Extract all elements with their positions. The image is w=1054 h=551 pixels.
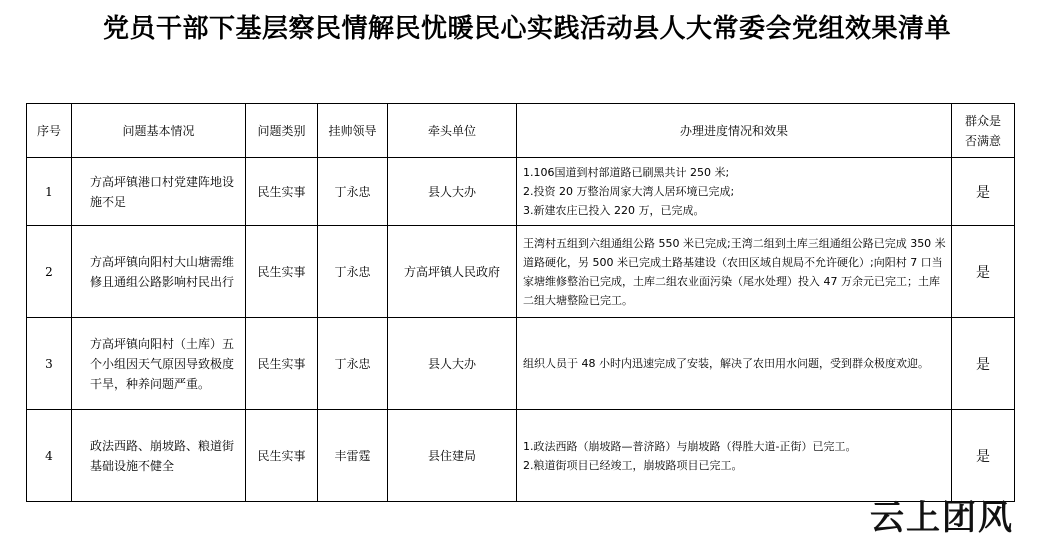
row-no: 2 <box>27 226 72 318</box>
header-no: 序号 <box>27 104 72 158</box>
row-leader: 丰雷霆 <box>318 410 388 502</box>
row-satisfied: 是 <box>952 410 1015 502</box>
row-progress <box>517 410 952 502</box>
progress-line: 组织人员于 48 小时内迅速完成了安装，解决了农田用水问题，受到群众极度欢迎。 <box>523 357 929 370</box>
row-satisfied: 是 <box>952 318 1015 410</box>
table-row <box>27 226 1015 318</box>
header-unit: 牵头单位 <box>388 104 517 158</box>
row-unit: 方高坪镇人民政府 <box>388 226 517 318</box>
progress-line: 2.粮道街项目已经竣工，崩坡路项目已完工。 <box>523 458 743 472</box>
row-unit: 县住建局 <box>388 410 517 502</box>
row-unit: 县人大办 <box>388 158 517 226</box>
row-progress <box>517 318 952 410</box>
row-no: 3 <box>27 318 72 410</box>
header-satisfied: 群众是否满意 <box>952 104 1015 158</box>
row-issue: 方高坪镇港口村党建阵地设施不足 <box>72 158 246 226</box>
row-progress <box>517 158 952 226</box>
row-leader: 丁永忠 <box>318 226 388 318</box>
row-unit: 县人大办 <box>388 318 517 410</box>
row-satisfied: 是 <box>952 158 1015 226</box>
header-category: 问题类别 <box>246 104 318 158</box>
table-row <box>27 410 1015 502</box>
header-progress: 办理进度情况和效果 <box>517 104 952 158</box>
row-issue: 政法西路、崩坡路、粮道街基础设施不健全 <box>72 410 246 502</box>
row-category: 民生实事 <box>246 410 318 502</box>
progress-line: 1.106国道到村部道路已刷黑共计 250 米; <box>523 166 730 179</box>
row-leader: 丁永忠 <box>318 158 388 226</box>
progress-line: 王湾村五组到六组通组公路 550 米已完成;王湾二组到土库三组通组公路已完成 350 米道路硬化，另 500 米已完成土路基建设（农田区域自规局不允许硬化）;向阳村 7 口当家塘维修整治已完成，土库二组农业面污染（尾水处理）投入 47 万余元已完工；土库二组大塘整险已完工。 <box>523 236 946 307</box>
row-satisfied: 是 <box>952 226 1015 318</box>
table-header-row <box>27 104 1015 158</box>
row-category: 民生实事 <box>246 318 318 410</box>
effect-list-table <box>26 103 1015 502</box>
header-leader: 挂帅领导 <box>318 104 388 158</box>
header-issue: 问题基本情况 <box>72 104 246 158</box>
progress-line: 1.政法西路（崩坡路—普济路）与崩坡路（得胜大道-正街）已完工。 <box>523 439 857 453</box>
table-row <box>27 158 1015 226</box>
progress-line: 3.新建农庄已投入 220 万，已完成。 <box>523 204 705 217</box>
row-category: 民生实事 <box>246 158 318 226</box>
table-row <box>27 318 1015 410</box>
row-no: 4 <box>27 410 72 502</box>
row-issue: 方高坪镇向阳村大山塘需维修且通组公路影响村民出行 <box>72 226 246 318</box>
row-category: 民生实事 <box>246 226 318 318</box>
page-title: 党员干部下基层察民情解民忧暖民心实践活动县人大常委会党组效果清单 <box>102 14 951 44</box>
row-issue: 方高坪镇向阳村（土库）五个小组因天气原因导致极度干旱，种养问题严重。 <box>72 318 246 410</box>
progress-line: 2.投资 20 万整治周家大湾人居环境已完成; <box>523 185 735 198</box>
row-leader: 丁永忠 <box>318 318 388 410</box>
row-no: 1 <box>27 158 72 226</box>
watermark-logo: 云上团风 <box>870 498 1014 538</box>
row-progress <box>517 226 952 318</box>
